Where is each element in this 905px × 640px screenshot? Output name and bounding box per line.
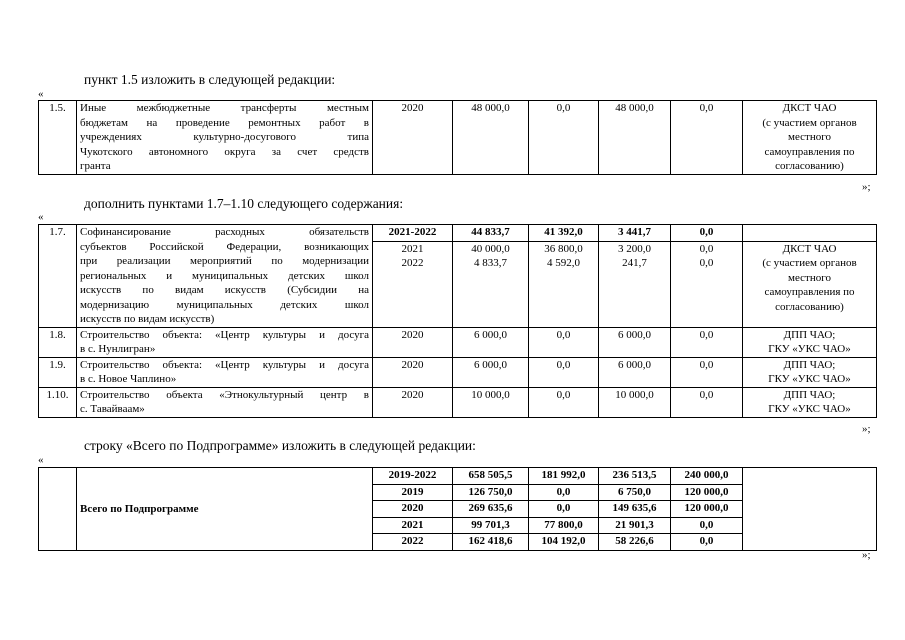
text-line: Иные межбюджетные трансферты местным: [80, 102, 369, 114]
regional-value: 149 635,6: [599, 501, 670, 518]
table-item-1-5: [38, 100, 877, 175]
federal-cell: [529, 468, 599, 551]
executor-cell: [743, 327, 877, 357]
text-line: ДПП ЧАО;: [783, 388, 836, 401]
total-value: 44 833,7: [453, 225, 528, 242]
year-value: 2021-2022: [373, 225, 452, 242]
regional-value: 241,7: [622, 257, 647, 269]
text-line: ДПП ЧАО;: [783, 328, 836, 341]
federal-cell: 0,0: [529, 101, 599, 175]
year-value: 2020: [373, 501, 452, 518]
regional-value: 236 513,5: [599, 468, 670, 485]
close-quote-1: »;: [862, 181, 871, 193]
regional-cell: 10 000,0: [599, 387, 671, 417]
year-cell: 2020: [373, 101, 453, 175]
text-line: согласованию): [775, 300, 844, 313]
text-line: гранта: [80, 160, 111, 172]
regional-value: 58 226,6: [615, 535, 654, 547]
total-label: Всего по Подпрограмме: [77, 468, 373, 551]
regional-value: 6 750,0: [599, 485, 670, 502]
federal-cell: 0,0: [529, 327, 599, 357]
text-line: самоуправления по: [764, 286, 855, 298]
text-line: местного: [788, 131, 831, 143]
text-line: ДКСТ ЧАО: [782, 242, 837, 255]
row-number: 1.10.: [39, 387, 77, 417]
text-line: при реализации мероприятий по модернизации: [80, 255, 369, 267]
other-cell: [671, 225, 743, 328]
row-number: 1.9.: [39, 357, 77, 387]
other-cell: 0,0: [671, 357, 743, 387]
total-value: 269 635,6: [453, 501, 528, 518]
row-description: [77, 225, 373, 328]
federal-value: 181 992,0: [529, 468, 598, 485]
total-cell: 6 000,0: [453, 357, 529, 387]
text-line: с. Тавайваам»: [80, 403, 145, 415]
total-value: 162 418,6: [468, 535, 513, 547]
other-value: 120 000,0: [671, 501, 742, 518]
federal-value: 77 800,0: [529, 518, 598, 535]
other-cell: 0,0: [671, 387, 743, 417]
total-value: 658 505,5: [453, 468, 528, 485]
close-quote-3: »;: [862, 549, 871, 561]
regional-cell: [599, 225, 671, 328]
regional-value: 3 441,7: [599, 225, 670, 242]
open-quote-3: «: [38, 454, 44, 466]
year-value: 2019-2022: [373, 468, 452, 485]
row-description: [77, 327, 373, 357]
text-line: Строительство объекта «Этнокультурный центр в: [80, 388, 369, 401]
text-line: ДКСТ ЧАО: [782, 102, 837, 114]
text-line: согласованию): [775, 160, 844, 172]
federal-value: 41 392,0: [529, 225, 598, 242]
federal-value: 104 192,0: [541, 535, 586, 547]
executor-cell: [743, 387, 877, 417]
heading-items-1-7-1-10: дополнить пунктами 1.7–1.10 следующего содержания:: [84, 196, 404, 211]
text-line: региональных и муниципальных детских школ: [80, 269, 369, 282]
text-line: самоуправления по: [764, 145, 855, 158]
other-value: 120 000,0: [671, 485, 742, 502]
year-value: 2019: [373, 485, 452, 502]
executor-cell: [743, 225, 877, 328]
federal-value: 4 592,0: [547, 257, 580, 269]
row-number: 1.8.: [39, 327, 77, 357]
executor-cell: [743, 357, 877, 387]
row-number: 1.5.: [39, 101, 77, 175]
row-number: 1.7.: [39, 225, 77, 328]
text-line: местного: [788, 271, 831, 284]
other-value: 0,0: [671, 225, 742, 242]
federal-value: 36 800,0: [544, 242, 583, 255]
text-line: в с. Нунлигран»: [80, 343, 156, 355]
total-cell: 48 000,0: [453, 101, 529, 175]
close-quote-2: »;: [862, 423, 871, 435]
table-row: [39, 101, 877, 175]
text-line: (с участием органов: [762, 257, 857, 269]
regional-value: 3 200,0: [618, 242, 651, 255]
year-value: 2022: [401, 535, 424, 547]
open-quote-1: «: [38, 88, 44, 100]
regional-cell: 6 000,0: [599, 357, 671, 387]
year-value: 2021: [401, 242, 424, 255]
text-line: учреждениях культурно-досугового типа: [80, 131, 369, 143]
year-cell: [373, 225, 453, 328]
total-cell: 10 000,0: [453, 387, 529, 417]
empty-number-cell: [39, 468, 77, 551]
executor-cell: [743, 101, 877, 175]
empty-executor-cell: [743, 468, 877, 551]
year-cell: 2020: [373, 357, 453, 387]
table-row: [39, 327, 877, 357]
other-cell: 0,0: [671, 327, 743, 357]
total-cell: [453, 468, 529, 551]
year-cell: [373, 468, 453, 551]
other-value: 0,0: [699, 257, 714, 269]
federal-value: 0,0: [529, 501, 598, 518]
regional-value: 21 901,3: [599, 518, 670, 535]
text-line: ДПП ЧАО;: [783, 358, 836, 371]
total-value: 40 000,0: [471, 242, 510, 255]
total-value: 99 701,3: [453, 518, 528, 535]
text-line: искусств по видам искусств (Субсидии на: [80, 284, 369, 296]
heading-total-row: строку «Всего по Подпрограмме» изложить в следующей редакции:: [84, 438, 476, 453]
federal-value: 0,0: [529, 485, 598, 502]
other-cell: 0,0: [671, 101, 743, 175]
regional-cell: 6 000,0: [599, 327, 671, 357]
text-line: Строительство объекта: «Центр культуры и досуга: [80, 358, 369, 371]
other-cell: [671, 468, 743, 551]
table-row: [39, 357, 877, 387]
text-line: субъектов Российской Федерации, возникающих: [80, 240, 369, 253]
total-cell: [453, 225, 529, 328]
table-row: [39, 387, 877, 417]
total-value: 4 833,7: [474, 257, 507, 269]
text-line: искусств по видам искусств): [80, 313, 215, 325]
regional-cell: [599, 468, 671, 551]
heading-item-1-5: пункт 1.5 изложить в следующей редакции:: [84, 72, 336, 87]
row-description: [77, 357, 373, 387]
total-value: 126 750,0: [453, 485, 528, 502]
other-value: 0,0: [699, 242, 714, 255]
row-description: [77, 101, 373, 175]
text-line: Чукотского автономного округа за счет средств: [80, 145, 369, 158]
federal-cell: 0,0: [529, 387, 599, 417]
executor-blank: [743, 225, 876, 242]
text-line: Софинансирование расходных обязательств: [80, 226, 369, 238]
table-items-1-7-1-10: [38, 224, 877, 418]
federal-cell: [529, 225, 599, 328]
other-value: 0,0: [699, 535, 714, 547]
other-value: 240 000,0: [671, 468, 742, 485]
text-line: (с участием органов: [762, 116, 857, 129]
total-cell: 6 000,0: [453, 327, 529, 357]
table-total-subprogram: [38, 467, 877, 551]
row-description: [77, 387, 373, 417]
table-row: [39, 468, 877, 551]
other-value: 0,0: [671, 518, 742, 535]
year-value: 2021: [373, 518, 452, 535]
table-row: [39, 225, 877, 328]
open-quote-2: «: [38, 211, 44, 223]
text-line: в с. Новое Чаплино»: [80, 373, 177, 385]
text-line: бюджетам на проведение ремонтных работ в: [80, 116, 369, 129]
federal-cell: 0,0: [529, 357, 599, 387]
year-value: 2022: [401, 257, 424, 269]
regional-cell: 48 000,0: [599, 101, 671, 175]
text-line: Строительство объекта: «Центр культуры и досуга: [80, 328, 369, 341]
text-line: модернизацию муниципальных детских школ: [80, 298, 369, 311]
text-line: ГКУ «УКС ЧАО»: [768, 373, 851, 385]
text-line: ГКУ «УКС ЧАО»: [768, 403, 851, 415]
text-line: ГКУ «УКС ЧАО»: [768, 343, 851, 355]
year-cell: 2020: [373, 387, 453, 417]
year-cell: 2020: [373, 327, 453, 357]
